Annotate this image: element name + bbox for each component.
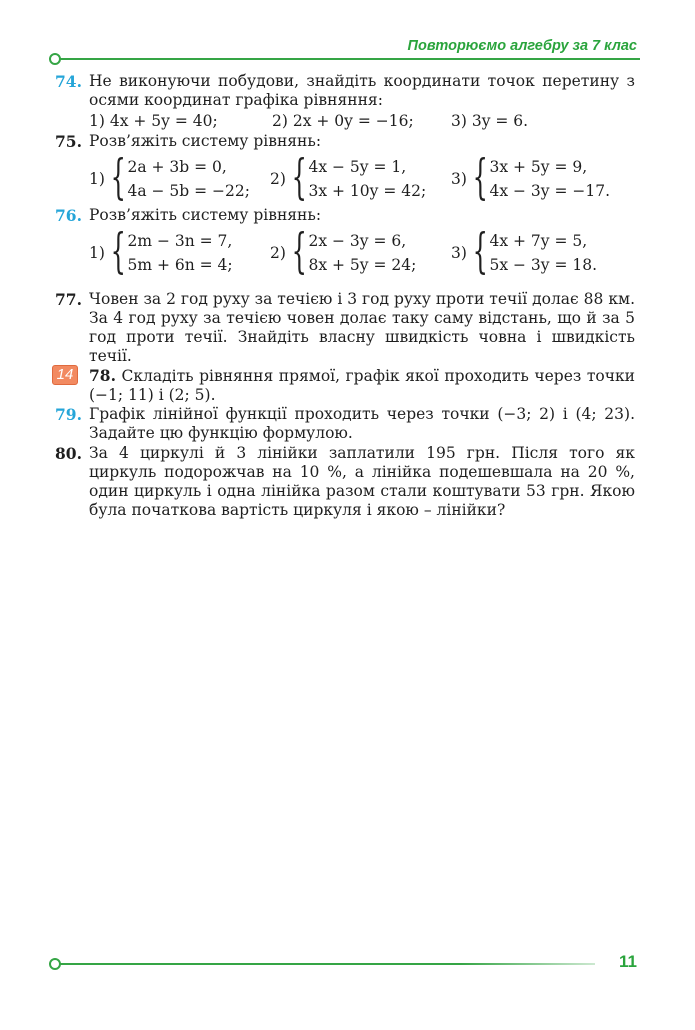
problem-80 <box>55 444 635 520</box>
problem-text: Човен за 2 год руху за течією і 3 год руху проти течії долає 88 км. За 4 год руху за течією човен долає таку саму відстань, що й за 5 год проти течії. Знайдіть власну швидкість човна і швидкість течії. <box>89 290 635 365</box>
problem-text: Не виконуючи побудови, знайдіть координати точок перетину з осями координат графіка рівняння: <box>89 72 635 109</box>
rule-dot <box>49 53 61 65</box>
problem-text: За 4 циркулі й 3 лінійки заплатили 195 грн. Після того як циркуль подорожчав на 10 %, а лінійка подешевшала на 20 %, один циркуль і одна лінійка разом стали коштувати 53 грн. Якою була початкова вартість циркуля і якою – лінійки? <box>89 444 635 519</box>
option-1: 1) 4x + 5y = 40; <box>89 112 218 130</box>
system-3: 3) { 3x + 5y = 9, 4x − 3y = −17. <box>451 149 611 205</box>
problem-text: Графік лінійної функції проходить через точки (−3; 2) і (4; 23). Задайте цю функцію формулою. <box>89 405 635 442</box>
problem-number: 78. <box>89 366 116 385</box>
header-rule <box>55 58 640 60</box>
problem-78 <box>55 366 635 405</box>
system-2: 2) { 4x − 5y = 1, 3x + 10y = 42; <box>270 149 427 205</box>
problem-77 <box>55 290 635 366</box>
problem-number: 79. <box>55 405 82 424</box>
problem-74 <box>55 72 635 134</box>
option-3: 3) 3y = 6. <box>451 112 529 130</box>
brace-icon: { <box>110 149 126 205</box>
problem-number: 75. <box>55 132 82 151</box>
system-2: 2) { 2x − 3y = 6, 8x + 5y = 24; <box>270 223 417 279</box>
problem-79 <box>55 405 635 443</box>
difficulty-marker: 14 <box>52 365 78 385</box>
systems-row <box>89 223 635 279</box>
brace-icon: { <box>472 149 488 205</box>
system-1: 1) { 2m − 3n = 7, 5m + 6n = 4; <box>89 223 233 279</box>
problem-text: 78. Складіть рівняння прямої, графік якої проходить через точки (−1; 11) і (2; 5). <box>89 366 635 404</box>
problem-number: 76. <box>55 206 82 225</box>
header-title: Повторюємо алгебру за 7 клас <box>407 38 637 54</box>
page-number: 11 <box>619 952 637 971</box>
option-2: 2) 2x + 0y = −16; <box>272 112 414 130</box>
system-3: 3) { 4x + 7y = 5, 5x − 3y = 18. <box>451 223 598 279</box>
answer-options <box>89 112 635 134</box>
footer-rule <box>55 963 595 965</box>
problem-text: Розв’яжіть систему рівнянь: <box>89 206 322 224</box>
brace-icon: { <box>291 149 307 205</box>
problem-76 <box>55 206 635 279</box>
problem-number: 77. <box>55 290 82 309</box>
problem-number: 80. <box>55 444 82 463</box>
brace-icon: { <box>291 223 307 279</box>
brace-icon: { <box>472 223 488 279</box>
problem-text: Розв’яжіть систему рівнянь: <box>89 132 322 150</box>
system-1: 1) { 2a + 3b = 0, 4a − 5b = −22; <box>89 149 250 205</box>
problem-number: 74. <box>55 72 82 91</box>
brace-icon: { <box>110 223 126 279</box>
problem-75 <box>55 132 635 205</box>
systems-row <box>89 149 635 205</box>
rule-dot <box>49 958 61 970</box>
